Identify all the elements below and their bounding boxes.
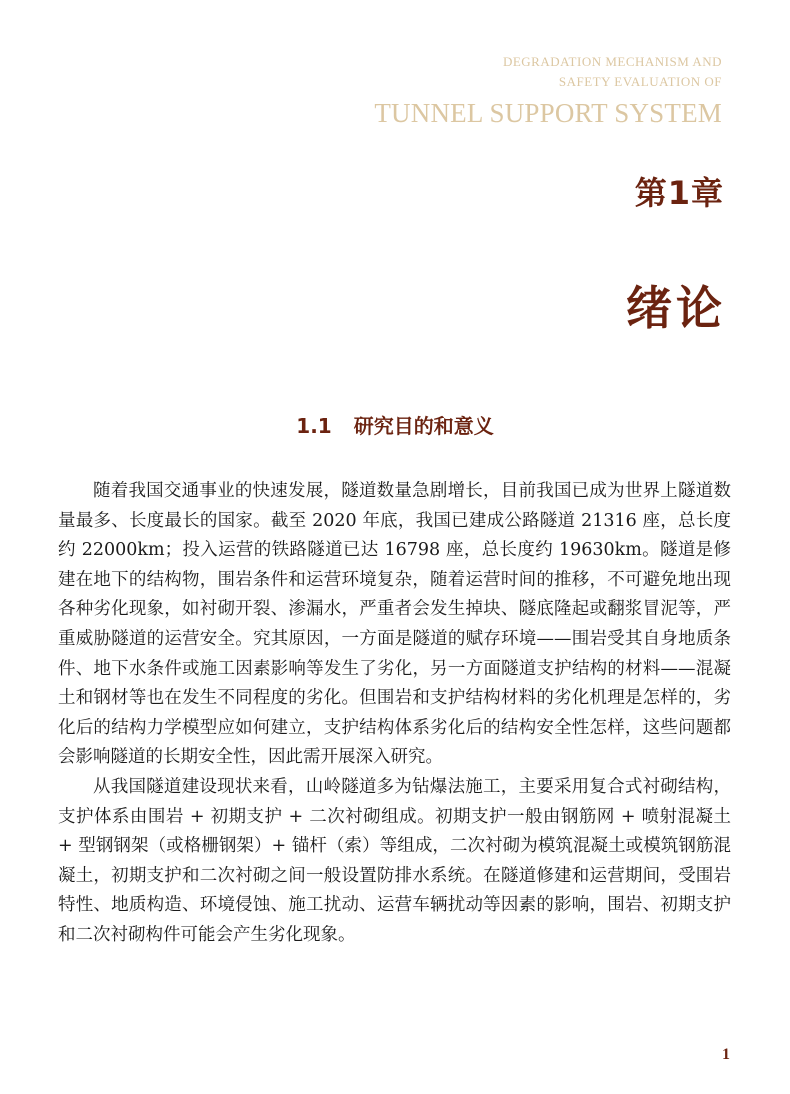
- body-text: [58, 477, 731, 951]
- book-title-line-3: TUNNEL SUPPORT SYSTEM: [374, 98, 722, 128]
- chapter-title: 绪论: [626, 281, 726, 335]
- book-title-line-2: SAFETY EVALUATION OF: [558, 74, 722, 89]
- paragraph: 从我国隧道建设现状来看，山岭隧道多为钻爆法施工，主要采用复合式衬砌结构，支护体系由围岩 + 初期支护 + 二次衬砌组成。初期支护一般由钢筋网 + 喷射混凝土 + 型钢钢架（或格栅钢架）+ 锚杆（索）等组成，二次衬砌为模筑混凝土或模筑钢筋混凝土，初期支护和二次衬砌之间一般设置防排水系统。在隧道修建和运营期间，受围岩特性、地质构造、环境侵蚀、施工扰动、运营车辆扰动等因素的影响，围岩、初期支护和二次衬砌构件可能会产生劣化现象。: [58, 776, 731, 945]
- book-title-header: [374, 52, 722, 130]
- paragraph: 随着我国交通事业的快速发展，隧道数量急剧增长，目前我国已成为世界上隧道数量最多、长度最长的国家。截至 2020 年底，我国已建成公路隧道 21316 座，总长度约 22000km；投入运营的铁路隧道已达 16798 座，总长度约 19630km。隧道是修建在地下的结构物，围岩条件和运营环境复杂，随着运营时间的推移，不可避免地出现各种劣化现象，如衬砌开裂、渗漏水，严重者会发生掉块、隧底隆起或翻浆冒泥等，严重威胁隧道的运营安全。究其原因，一方面是隧道的赋存环境——围岩受其自身地质条件、地下水条件或施工因素影响等发生了劣化，另一方面隧道支护结构的材料——混凝土和钢材等也在发生不同程度的劣化。但围岩和支护结构材料的劣化机理是怎样的，劣化后的结构力学模型应如何建立，支护结构体系劣化后的结构安全性怎样，这些问题都会影响隧道的长期安全性，因此需开展深入研究。: [58, 481, 731, 768]
- section-number: 1.1: [296, 414, 332, 438]
- section-heading: [0, 410, 790, 439]
- book-title-line-1: DEGRADATION MECHANISM AND: [502, 54, 722, 69]
- page-number: 1: [722, 1046, 730, 1063]
- chapter-number: 第1章: [634, 174, 724, 212]
- section-title: 研究目的和意义: [353, 414, 494, 438]
